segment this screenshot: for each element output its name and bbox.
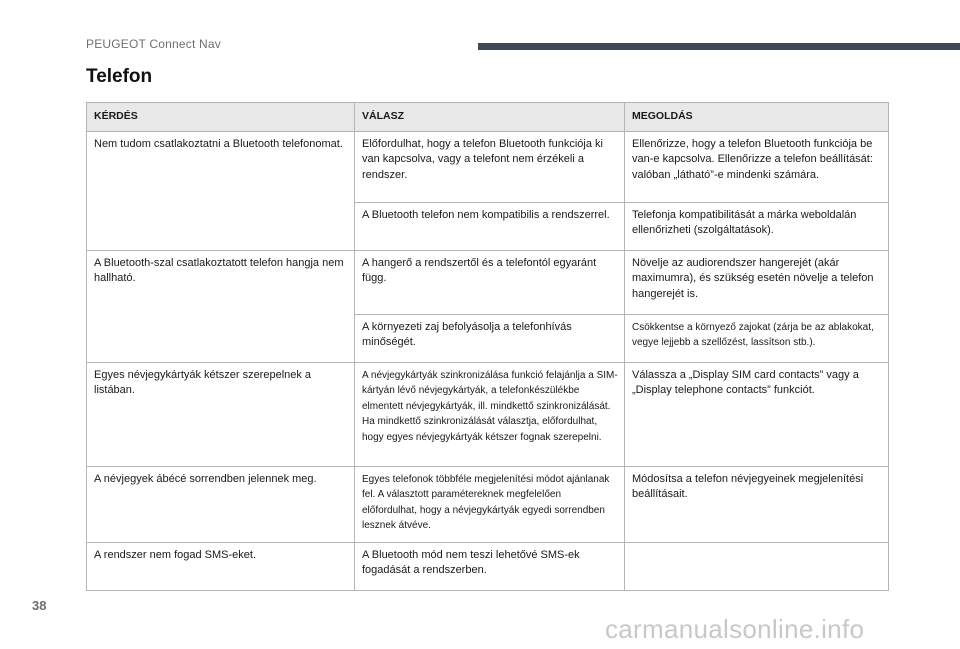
table-row xyxy=(87,542,889,590)
answer-cell: A Bluetooth telefon nem kompatibilis a rendszerrel. xyxy=(355,202,625,250)
question-cell: A névjegyek ábécé sorrendben jelennek meg. xyxy=(87,466,355,542)
table-header-row xyxy=(87,103,889,132)
column-header-answer: VÁLASZ xyxy=(355,103,625,132)
solution-cell: Növelje az audiorendszer hangerejét (akár maximumra), és szükség esetén növelje a telefon hangerejét is. xyxy=(625,250,889,314)
solution-cell: Válassza a „Display SIM card contacts” vagy a „Display telephone contacts” funkciót. xyxy=(625,362,889,466)
question-cell: Egyes névjegykártyák kétszer szerepelnek a listában. xyxy=(87,362,355,466)
question-cell: Nem tudom csatlakoztatni a Bluetooth telefonomat. xyxy=(87,131,355,250)
manual-header-title: PEUGEOT Connect Nav xyxy=(86,37,221,51)
table-row xyxy=(87,250,889,314)
solution-cell: Ellenőrizze, hogy a telefon Bluetooth funkciója be van-e kapcsolva. Ellenőrizze a telefon beállítását: valóban „látható”-e mindenki számára. xyxy=(625,131,889,202)
answer-cell: Egyes telefonok többféle megjelenítési módot ajánlanak fel. A választott paramétereknek megfelelően előfordulhat, hogy a névjegykártyák egyedi sorrendben lesznek átvéve. xyxy=(355,466,625,542)
question-cell: A rendszer nem fogad SMS-eket. xyxy=(87,542,355,590)
solution-cell: Csökkentse a környező zajokat (zárja be az ablakokat, vegye lejjebb a szellőzést, lassítson stb.). xyxy=(625,314,889,362)
table-row xyxy=(87,362,889,466)
watermark-text: carmanualsonline.info xyxy=(605,614,865,644)
question-cell: A Bluetooth-szal csatlakoztatott telefon hangja nem hallható. xyxy=(87,250,355,362)
answer-cell: A névjegykártyák szinkronizálása funkció felajánlja a SIM-kártyán lévő névjegykártyák, a telefonkészülékbe elmentett névjegykártyák, ill. mindkettő szinkronizálását. Ha mindkettő szinkronizálását választja, előfordulhat, hogy egyes névjegykártyák kétszer fognak szerepelni. xyxy=(355,362,625,466)
answer-cell: Előfordulhat, hogy a telefon Bluetooth funkciója ki van kapcsolva, vagy a telefont nem érzékeli a rendszer. xyxy=(355,131,625,202)
answer-cell: A hangerő a rendszertől és a telefontól egyaránt függ. xyxy=(355,250,625,314)
table-row xyxy=(87,466,889,542)
answer-cell: A Bluetooth mód nem teszi lehetővé SMS-ek fogadását a rendszerben. xyxy=(355,542,625,590)
page-title: Telefon xyxy=(86,66,153,87)
solution-cell: Módosítsa a telefon névjegyeinek megjelenítési beállításait. xyxy=(625,466,889,542)
column-header-solution: MEGOLDÁS xyxy=(625,103,889,132)
solution-cell xyxy=(625,542,889,590)
column-header-question: KÉRDÉS xyxy=(87,103,355,132)
solution-cell: Telefonja kompatibilitását a márka weboldalán ellenőrizheti (szolgáltatások). xyxy=(625,202,889,250)
page-number: 38 xyxy=(32,598,47,613)
faq-table xyxy=(86,102,889,591)
table-row xyxy=(87,131,889,202)
answer-cell: A környezeti zaj befolyásolja a telefonhívás minőségét. xyxy=(355,314,625,362)
header-accent-bar xyxy=(478,43,960,50)
